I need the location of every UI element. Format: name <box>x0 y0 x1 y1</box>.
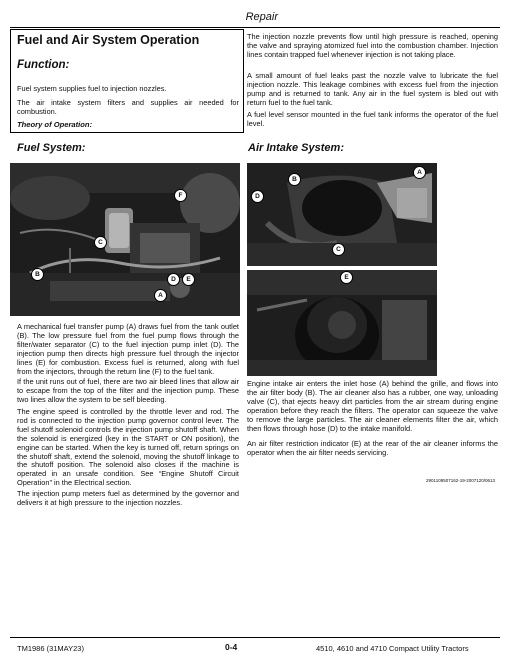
air-intake-heading: Air Intake System: <box>248 142 344 154</box>
header-rule <box>10 27 500 28</box>
fuel-level-paragraph: A fuel level sensor mounted in the fuel tank informs the operator of the fuel level. <box>247 110 498 128</box>
function-paragraph-2: The air intake system filters and supplies air needed for combustion. <box>17 98 239 116</box>
air-intake-photo-bottom-art <box>247 270 437 376</box>
callout-d: D <box>167 273 180 286</box>
fuel-paragraph-1: A mechanical fuel transfer pump (A) draws fuel from the tank outlet (B). The low pressure fuel from the fuel pump flows through the filter/water separator (C) to the fuel injection pump inlet (D). The injection pump then directs high pressure fuel through the injector lines (E) for combustion. Excess fuel is returned, along with fuel from the injectors, through the return line (F) to the fuel tank. <box>17 322 239 376</box>
air-paragraph-2: An air filter restriction indicator (E) at the rear of the air cleaner informs the operator when the air filter needs servicing. <box>247 439 498 457</box>
callout-c: C <box>94 236 107 249</box>
function-heading: Function: <box>17 59 70 71</box>
nozzle-paragraph: The injection nozzle prevents flow until high pressure is reached, opening the valve and spraying atomized fuel into the combustion chamber. Injection lines contain trapped fuel whenever injection is not taking place. <box>247 32 498 59</box>
fuel-paragraph-3: The engine speed is controlled by the throttle lever and rod. The rod is connected to the injection pump governor control lever. The fuel shutoff solenoid controls the injection pump shutoff shaft. When the solenoid is energized (key in the START or ON position), the engine can be started. When the key is turned off, return springs on the shutoff shaft, extend the solenoid, moving the shutoff linkage to the shutoff position. The solenoid also closes if the machine is operated in an unsafe condition. See “Engine Shutoff Circuit Operation” in the Electrical section. <box>17 407 239 488</box>
callout-f: F <box>174 189 187 202</box>
callout-a: A <box>413 166 426 179</box>
theory-heading: Theory of Operation: <box>17 120 93 129</box>
air-intake-photo-bottom <box>247 270 437 376</box>
footer-models: 4510, 4610 and 4710 Compact Utility Tractors <box>316 644 469 653</box>
callout-e: E <box>182 273 195 286</box>
footer-page-number: 0-4 <box>225 642 238 652</box>
section-title: Fuel and Air System Operation <box>17 33 200 47</box>
air-intake-photo-top <box>247 163 437 266</box>
callout-b: B <box>31 268 44 281</box>
function-paragraph-1: Fuel system supplies fuel to injection nozzles. <box>17 84 167 93</box>
footer-rule <box>10 637 500 638</box>
callout-c: C <box>332 243 345 256</box>
callout-d: D <box>251 190 264 203</box>
leakage-paragraph: A small amount of fuel leaks past the nozzle valve to lubricate the fuel injection nozzle. This leakage combines with excess fuel from the injection pump and is returned to tank. Any air in the fuel system is bled out with return fuel to the fuel tank. <box>247 71 498 107</box>
fuel-system-photo <box>10 163 240 316</box>
fuel-paragraph-4: The injection pump meters fuel as determined by the governor and delivers it at high pressure to the injection nozzles. <box>17 489 239 507</box>
callout-e: E <box>340 271 353 284</box>
footer-manual-id: TM1986 (31MAY23) <box>17 644 84 653</box>
air-paragraph-1: Engine intake air enters the inlet hose (A) behind the grille, and flows into the air filter body (B). The air cleaner also has a rubber, one way, unloading valve (C), that ejects heavy dirt particles from the air stream during engine operation before they reach the filters. The operator can squeeze the valve to remove the large particles. The air cleaner elements filter the air, which then flows through hose (D) to the intake manifold. <box>247 379 498 433</box>
callout-b: B <box>288 173 301 186</box>
fuel-paragraph-2: If the unit runs out of fuel, there are two air bleed lines that allow air to escape from the top of the filter and the injection pump. These two lines allow the system to be self bleeding. <box>17 377 239 404</box>
callout-a: A <box>154 289 167 302</box>
image-reference-id: 2901109507162-19-2007120/0613 <box>426 478 495 483</box>
fuel-system-photo-art <box>10 163 240 316</box>
fuel-system-heading: Fuel System: <box>17 142 86 154</box>
running-header: Repair <box>245 11 278 23</box>
